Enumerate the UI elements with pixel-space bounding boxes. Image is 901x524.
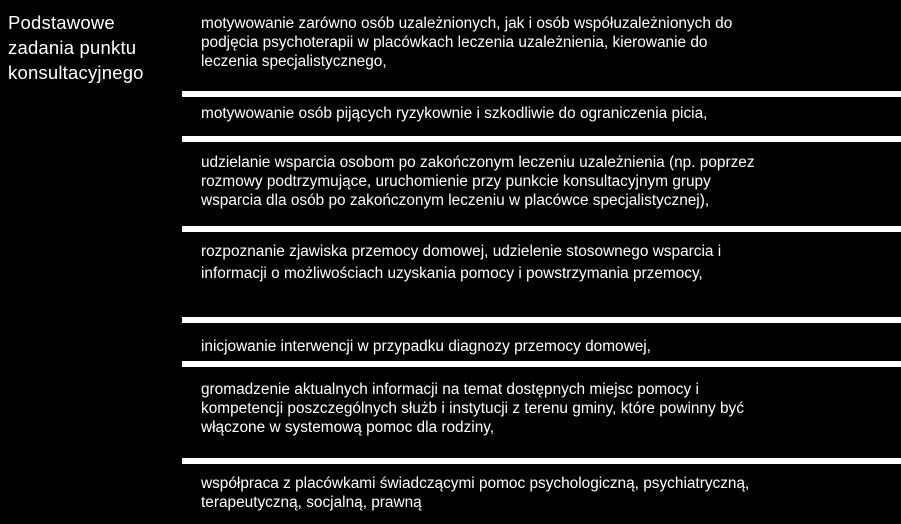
task-line: terapeutyczną, socjalną, prawną	[201, 494, 422, 511]
task-item	[201, 242, 891, 283]
task-line: motywowanie osób pijących ryzykownie i szkodliwie do ograniczenia picia,	[201, 105, 708, 122]
task-line: wsparcia dla osób po zakończonym leczeniu w placówce specjalistycznej),	[201, 192, 710, 209]
task-line: udzielanie wsparcia osobom po zakończonym leczeniu uzależnienia (np. poprzez	[201, 154, 755, 171]
task-line: leczenia specjalistycznego,	[201, 53, 387, 70]
task-line: rozpoznanie zjawiska przemocy domowej, udzielenie stosownego wsparcia i	[201, 243, 722, 260]
task-item	[201, 153, 891, 210]
heading-line: zadania punktu	[8, 37, 137, 58]
task-line: współpraca z placówkami świadczącymi pomoc psychologiczną, psychiatryczną,	[201, 475, 750, 492]
row-divider	[182, 136, 901, 142]
task-line: kompetencji poszczególnych służb i instytucji z terenu gminy, które powinny być	[201, 400, 744, 417]
task-line: gromadzenie aktualnych informacji na temat dostępnych miejsc pomocy i	[201, 381, 699, 398]
heading-line: konsultacyjnego	[8, 62, 144, 83]
task-item	[201, 380, 891, 437]
row-divider	[182, 458, 901, 464]
row-divider	[182, 361, 901, 367]
task-item	[201, 337, 891, 356]
row-divider	[182, 91, 901, 97]
row-divider	[182, 226, 901, 232]
heading-line: Podstawowe	[8, 12, 115, 33]
task-item	[201, 474, 891, 512]
row-divider	[182, 317, 901, 323]
task-item	[201, 104, 891, 123]
task-line: motywowanie zarówno osób uzależnionych, jak i osób współuzależnionych do	[201, 15, 733, 32]
task-item	[201, 14, 891, 71]
task-line: informacji o możliwościach uzyskania pomocy i powstrzymania przemocy,	[201, 265, 703, 282]
task-line: włączone w systemową pomoc dla rodziny,	[201, 419, 495, 436]
section-heading	[8, 10, 178, 85]
task-line: podjęcia psychoterapii w placówkach leczenia uzależnienia, kierowanie do	[201, 34, 708, 51]
task-line: inicjowanie interwencji w przypadku diagnozy przemocy domowej,	[201, 338, 651, 355]
task-line: rozmowy podtrzymujące, uruchomienie przy punkcie konsultacyjnym grupy	[201, 173, 711, 190]
